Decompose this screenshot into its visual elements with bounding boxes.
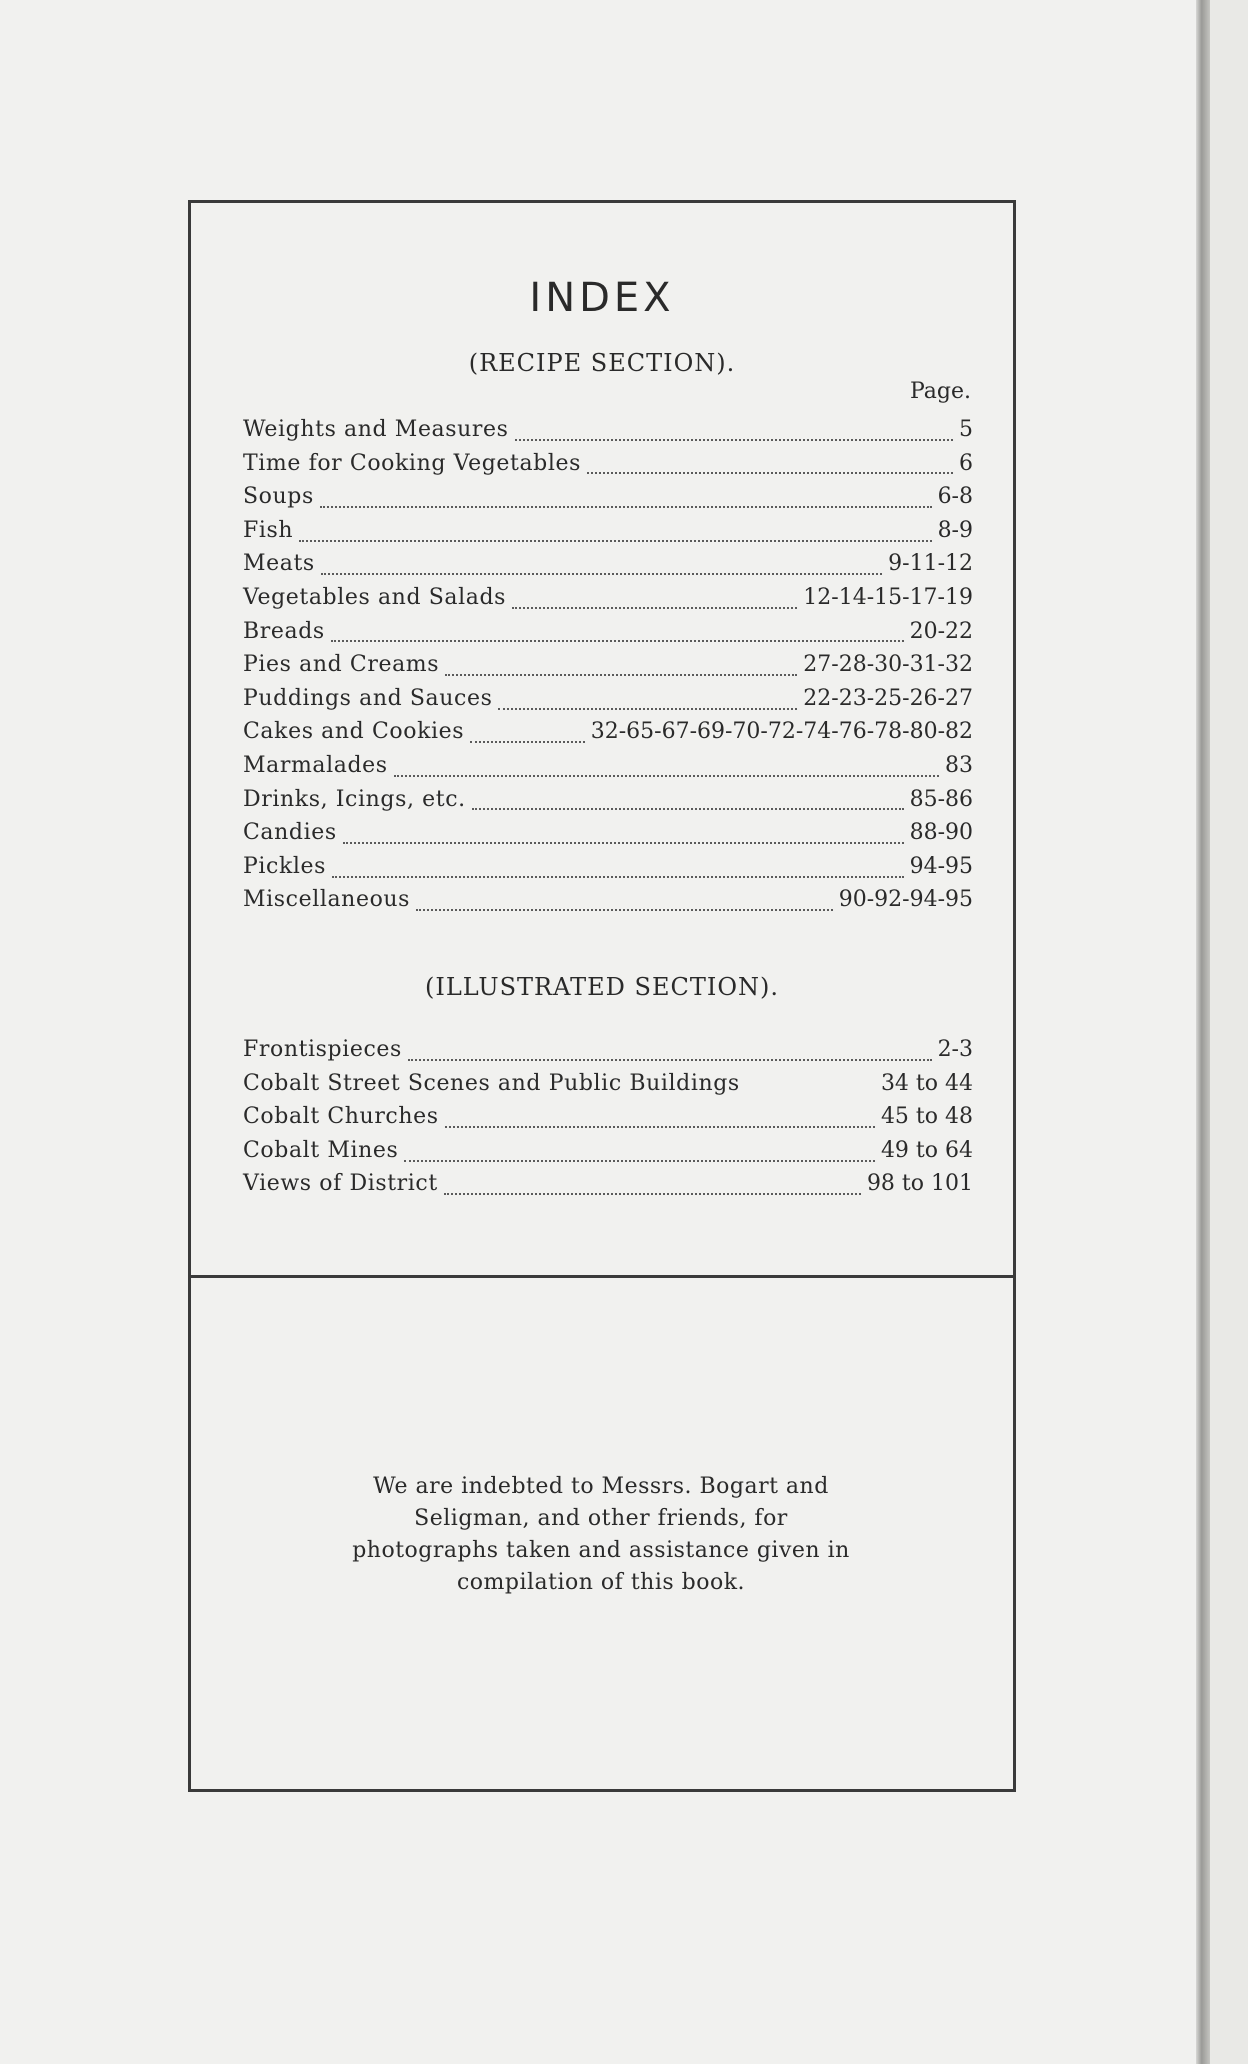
index-entry: Meats 9-11-12 [243, 551, 973, 577]
index-entry: Drinks, Icings, etc. 85-86 [243, 786, 973, 812]
index-entry: Pies and Creams 27-28-30-31-32 [243, 652, 973, 678]
recipe-section-heading: (RECIPE SECTION). [468, 349, 736, 377]
index-entry: Marmalades 83 [243, 752, 973, 778]
index-entry: Puddings and Sauces 22-23-25-26-27 [243, 685, 973, 711]
section-divider [191, 1275, 1013, 1278]
index-entry: Cobalt Street Scenes and Public Buildings 34 to 44 [243, 1070, 973, 1096]
index-entry: Vegetables and Salads 12-14-15-17-19 [243, 584, 973, 610]
index-entry: Breads 20-22 [243, 618, 973, 644]
illustrated-entries [243, 1037, 973, 1205]
index-entry: Pickles 94-95 [243, 853, 973, 879]
index-title: INDEX [529, 275, 675, 321]
index-entry: Cobalt Mines 49 to 64 [243, 1137, 973, 1163]
index-entry: Time for Cooking Vegetables 6 [243, 450, 973, 476]
index-entry: Candies 88-90 [243, 820, 973, 846]
index-entry: Fish 8-9 [243, 517, 973, 543]
book-spine-shadow [1196, 0, 1210, 2064]
index-entry: Soups 6-8 [243, 484, 973, 510]
index-entry: Cakes and Cookies 32-65-67-69-70-72-74-76-78-80-82 [243, 719, 973, 745]
index-entry: Miscellaneous 90-92-94-95 [243, 887, 973, 913]
index-entry: Views of District 98 to 101 [243, 1171, 973, 1197]
index-entry: Cobalt Churches 45 to 48 [243, 1104, 973, 1130]
acknowledgement-text: We are indebted to Messrs. Bogart and Seligman, and other friends, for photographs taken and assistance given in compilation of this book. [352, 1474, 850, 1595]
index-entry: Frontispieces 2-3 [243, 1037, 973, 1062]
recipe-entries [243, 417, 973, 921]
illustrated-section-heading: (ILLUSTRATED SECTION). [424, 973, 780, 1001]
index-frame [188, 200, 1016, 1792]
facing-page-edge [1210, 0, 1248, 2064]
index-entry: Weights and Measures 5 [243, 417, 973, 442]
page-column-label: Page. [909, 379, 971, 404]
